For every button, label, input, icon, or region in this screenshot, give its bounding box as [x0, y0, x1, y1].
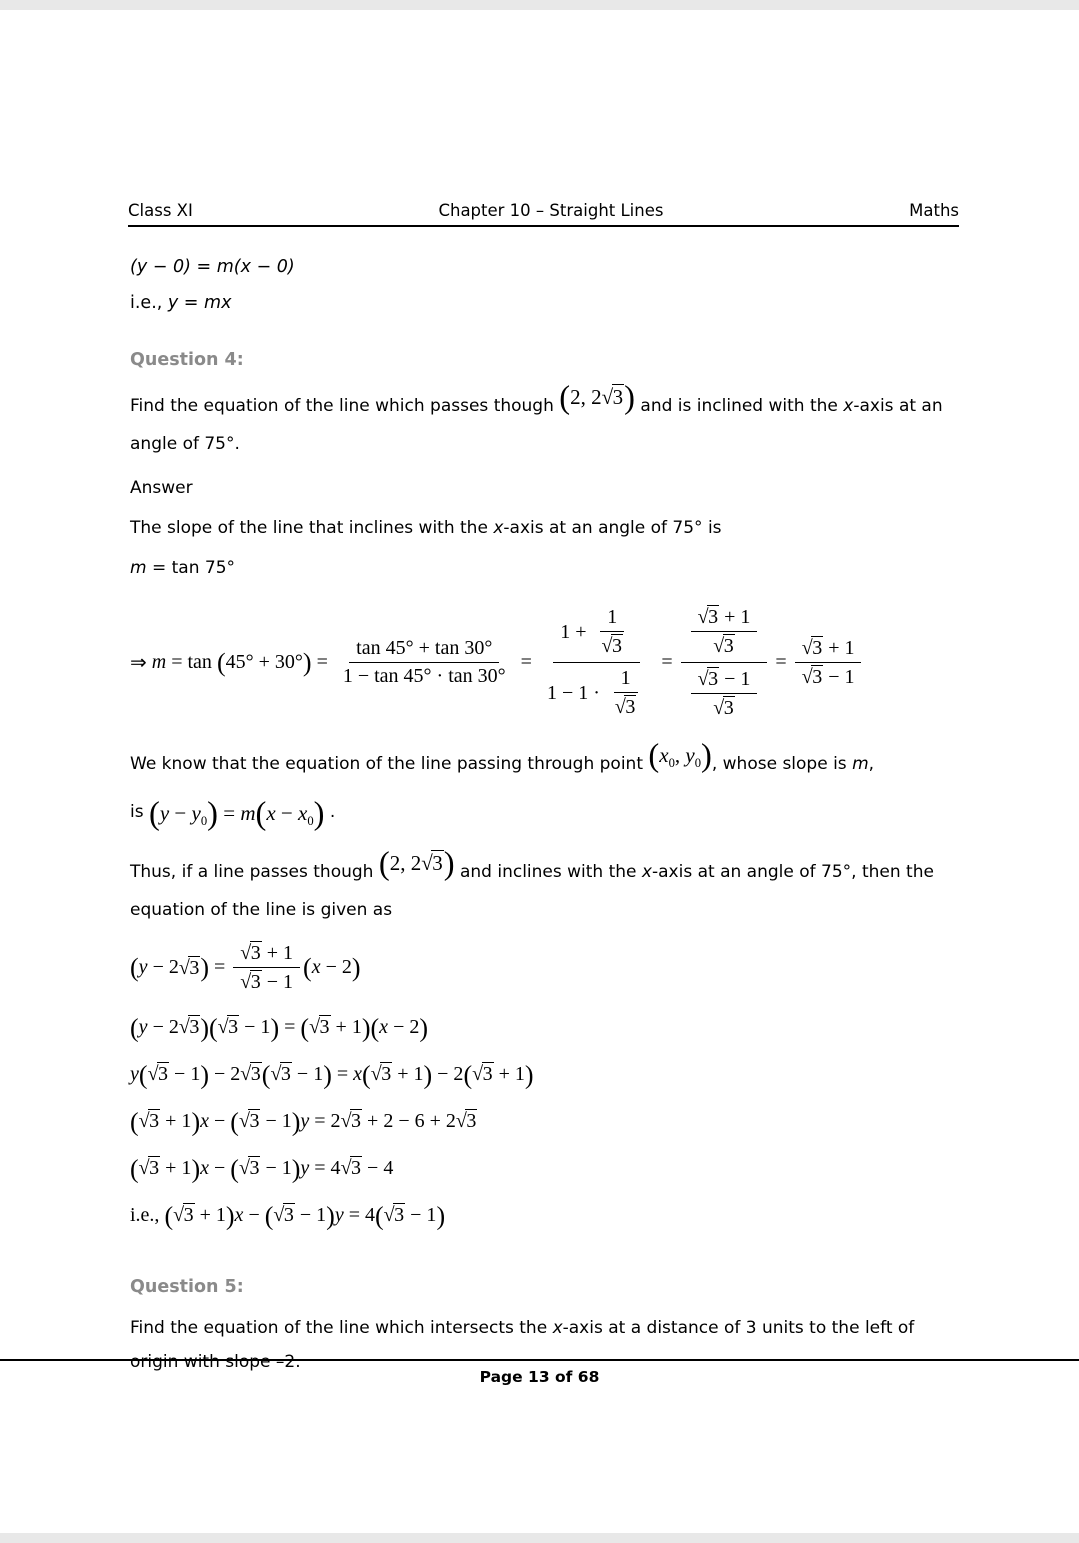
derivation-line-1: ( y − 2 √3 ) = √3 + 1 √3 − 1 ( x − 2 )	[130, 939, 960, 996]
tan-75-derivation-equation: ⇒ m = tan ( 45° + 30° ) = $\frac{\tan 45^\circ + \tan 30^\circ}{1 - \tan 45^\circ \cdot \tan 30^\circ}$ = 1 + $\frac{1}{√3}$ 1 − 1 · $\frac{1}{√3}$ = √3 + 1 √3 √3 − 1 √3 = √3 + 1 √3 − 1	[130, 601, 960, 724]
header-subject-label: Maths	[909, 201, 959, 220]
page-edge-top	[0, 0, 1079, 10]
question-4-heading: Question 4:	[130, 350, 244, 370]
point-slope-form-intro: We know that the equation of the line passing through point ($x_0$, $y_0$), whose slope is m,	[130, 738, 875, 775]
derivation-block	[130, 939, 960, 1231]
derivation-line-6: i.e., (√3 + 1)x − (√3 − 1)y = 4(√3 − 1)	[130, 1201, 446, 1231]
point-slope-form-equation: is $(y - y_0) = m(x - x_0)$ .	[130, 796, 336, 833]
slope-value: m = tan 75°	[130, 558, 236, 578]
header-chapter-title: Chapter 10 – Straight Lines	[438, 201, 664, 220]
answer-label: Answer	[130, 478, 193, 498]
page-edge-bottom	[0, 1533, 1079, 1543]
thus-paragraph: Thus, if a line passes though (2, 2√3) and inclines with the x-axis at an angle of 75°, then the equation of the line is given as	[130, 846, 934, 920]
question-5-prompt: Find the equation of the line which intersects the x-axis at a distance of 3 units to the left of origin with slope –2.	[130, 1318, 915, 1372]
question-5-heading: Question 5:	[130, 1277, 244, 1297]
page-header	[128, 201, 959, 227]
derivation-line-2: (y − 2√3)(√3 − 1) = (√3 + 1)(x − 2)	[130, 1013, 429, 1043]
derivation-line-4: (√3 + 1)x − (√3 − 1)y = 2√3 + 2 − 6 + 2√3	[130, 1107, 477, 1137]
page-content	[130, 252, 960, 1379]
header-class-label: Class XI	[128, 201, 193, 220]
equation-point-slope-origin: (y − 0) = m(x − 0)	[130, 257, 295, 277]
footer-rule	[0, 1359, 1079, 1361]
derivation-line-3: y(√3 − 1) − 2√3(√3 − 1) = x(√3 + 1) − 2(√3 + 1)	[130, 1060, 534, 1090]
derivation-line-5: (√3 + 1)x − (√3 − 1)y = 4√3 − 4	[130, 1154, 394, 1184]
page-number: Page 13 of 68	[479, 1368, 600, 1386]
equation-y-equals-mx: i.e., y = mx	[130, 293, 232, 313]
question-4-prompt: Find the equation of the line which passes though (2, 2√3) and is inclined with the x-axis at an angle of 75°.	[130, 380, 943, 454]
slope-statement: The slope of the line that inclines with the x-axis at an angle of 75° is	[130, 518, 722, 538]
